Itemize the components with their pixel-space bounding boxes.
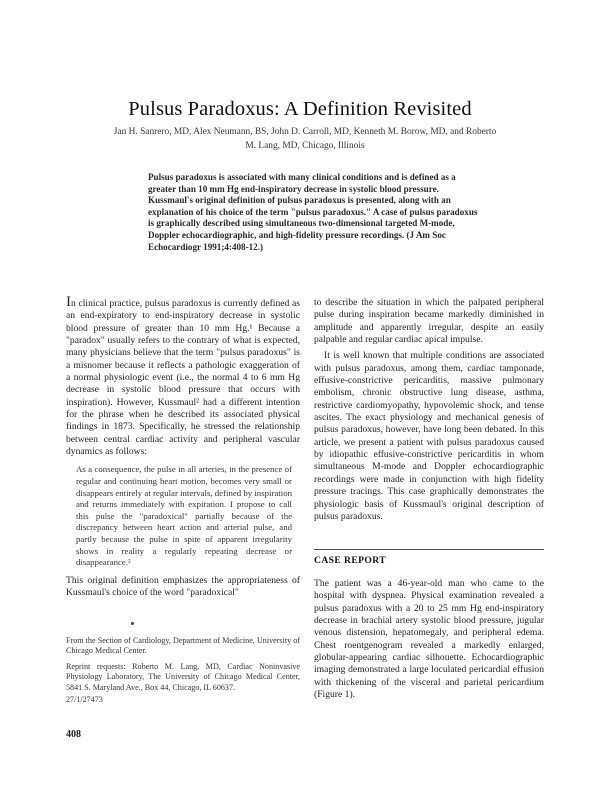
article-authors: Jan H. Sanrero, MD, Alex Neumann, BS, John D. Carroll, MD, Kenneth M. Borow, MD, and Roberto M. Lang, MD, Chicago, Illinois	[113, 127, 497, 151]
footnote-id: 27/1/27473	[66, 695, 103, 705]
kussmaul-quote: As a consequence, the pulse in all arteries, in the presence of regular and continuing heart motion, becomes very small or disappears entirely at regular intervals, defined by inspiration and returns immediately with expiration. I propose to call this pulse the "paradoxical" partially because of the discrepancy between heart action and arterial pulse, and partly because the pulse in spite of apparent irregularity shows in reality a regularly repeating decrease or disappearance.²	[76, 464, 292, 568]
abstract: Pulsus paradoxus is associated with many clinical conditions and is defined as a greater than 10 mm Hg end-inspiratory decrease in systolic blood pressure. Kussmaul's original definition of pulsus paradoxus is presented, along with an explanation of his choice of the term "pulsus paradoxus." A case of pulsus paradoxus is graphically described using simultaneous two-dimensional targeted M-mode, Doppler echocardiographic, and high-fidelity pressure recordings. (J Am Soc Echocardiogr 1991;4:408-12.)	[148, 172, 478, 252]
footnote-mark	[131, 622, 134, 625]
right-continuation: to describe the situation in which the palpated peripheral pulse during inspiration became markedly diminished in amplitude and apparently irregular, despite an easily palpable and regular cardiac apical impulse.	[314, 297, 544, 346]
case-report-text: The patient was a 46-year-old man who came to the hospital with dyspnea. Physical examination revealed a pulsus paradoxus with a 20 to 25 mm Hg end-inspiratory decrease in brachial artery systolic blood pressure, jugular venous distension, hepatomegaly, and peripheral edema. Chest roentgenogram revealed a markedly enlarged, globular-appearing cardiac silhouette. Echocardiographic imaging demonstrated a large loculated pericardial effusion with thickening of the visceral and parietal pericardium (Figure 1).	[314, 578, 544, 701]
case-report-heading: CASE REPORT	[314, 555, 387, 566]
intro-paragraph	[66, 294, 300, 458]
right-paragraph-2: It is well known that multiple conditions are associated with pulsus paradoxus, among them, cardiac tamponade, effusive-constrictive pericarditis, massive pulmonary embolism, chronic obstructive lung disease, asthma, restrictive cardiomyopathy, hypovolemic shock, and tense ascites. The exact physiology and mechanical genesis of pulsus paradoxus, however, have long been debated. In this article, we present a patient with pulsus paradoxus caused by idiopathic effusive-constrictive pericarditis in whom simultaneous M-mode and Doppler echocardiographic recordings were made in conjunction with high fidelity pressure tracings. This case graphically demonstrates the physiologic basis of Kussmaul's original description of pulsus paradoxus.	[314, 350, 544, 522]
right-column	[314, 297, 544, 523]
footnote-reprints: Reprint requests: Roberto M. Lang, MD, Cardiac Noninvasive Physiology Laboratory, The University of Chicago Medical Center, 5841 S. Maryland Ave., Box 44, Chicago, IL 60637.	[66, 661, 300, 692]
intro-text: n clinical practice, pulsus paradoxus is currently defined as an end-expiratory to end-inspiratory decrease in systolic blood pressure of greater than 10 mm Hg.¹ Because a "paradox" usually refers to the contrary of what is expected, many physicians believe that the term "pulsus paradoxus" is a misnomer because it reflects a pathologic exaggeration of a normal physiologic event (i.e., the normal 4 to 6 mm Hg decrease in systolic blood pressure that occurs with inspiration). However, Kussmaul² had a different intention for the phrase when he described its associated physical findings in 1873. Specifically, he stressed the relationship between central cardiac activity and peripheral vascular dynamics as follows:	[66, 298, 300, 458]
footnote-affiliation: From the Section of Cardiology, Department of Medicine, University of Chicago Medical Center.	[66, 636, 300, 656]
case-report-body	[314, 578, 544, 701]
section-divider	[314, 549, 544, 550]
article-title: Pulsus Paradoxus: A Definition Revisited	[128, 98, 472, 120]
after-quote-paragraph: This original definition emphasizes the appropriateness of Kussmaul's choice of the word "paradoxical"	[66, 574, 300, 599]
footnotes	[66, 636, 300, 710]
page-number: 408	[66, 729, 81, 740]
left-column	[66, 294, 300, 600]
drop-cap: I	[66, 294, 71, 310]
